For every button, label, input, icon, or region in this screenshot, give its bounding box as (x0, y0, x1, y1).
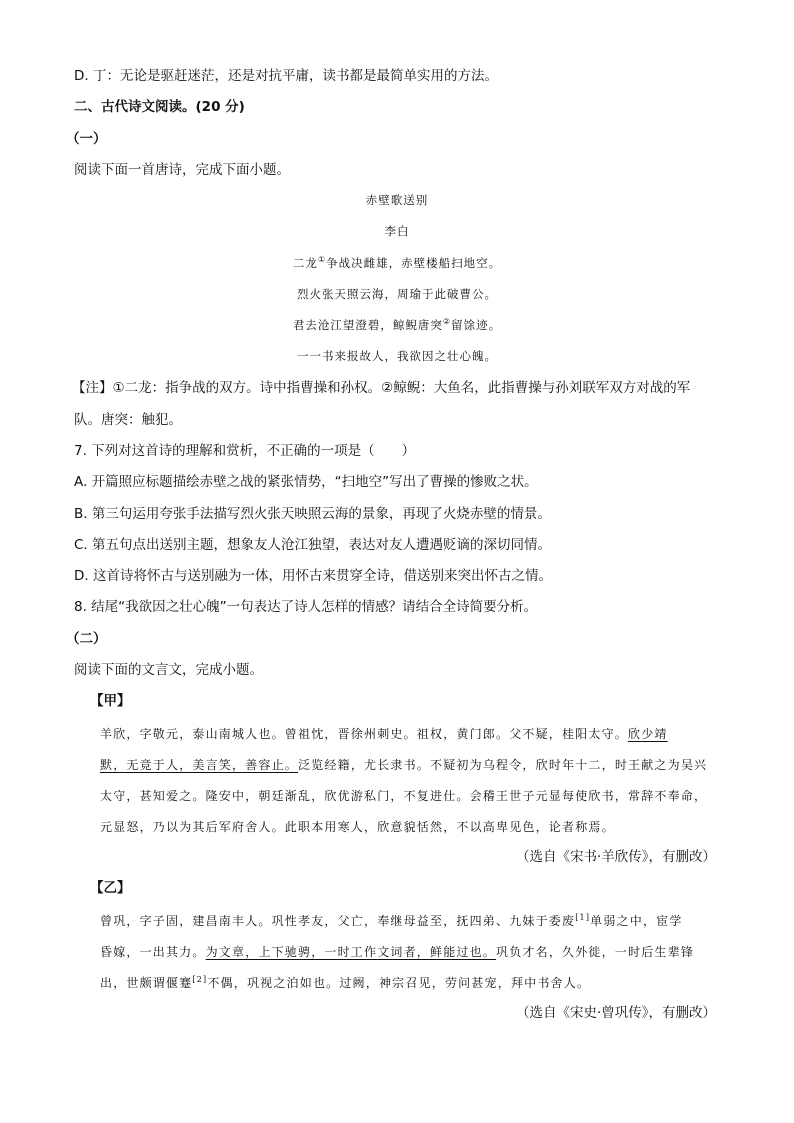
part-1-intro: 阅读下面一首唐诗，完成下面小题。 (74, 162, 290, 178)
passage-jia-label: 【甲】 (90, 693, 131, 709)
poem-title: 赤壁歌送别 (365, 193, 429, 207)
passage-jia-line: 羊欣，字敬元，泰山南城人也。曾祖忱，晋徐州刺史。祖权，黄门郎。父不疑，桂阳太守。欣少靖 (100, 727, 668, 741)
passage-jia-line: 默，无竞于人，美言笑，善容止。泛览经籍，尤长隶书。不疑初为乌程令，欣时年十二，时王献之为吴兴 (100, 758, 708, 772)
question-7-option-b: B. 第三句运用夸张手法描写烈火张天映照云海的景象，再现了火烧赤壁的情景。 (74, 506, 551, 522)
part-2-intro: 阅读下面的文言文，完成小题。 (74, 662, 263, 678)
passage-jia-line: 元显怒，乃以为其后军府舍人。此职本用寒人，欣意貌恬然，不以高卑见色，论者称焉。 (100, 820, 615, 834)
note-line-1: 【注】①二龙：指争战的双方。诗中指曹操和孙权。②鲸鲵：大鱼名，此指曹操与孙刘联军双方对战的军 (72, 380, 691, 396)
note-line-2: 队。唐突：触犯。 (74, 412, 182, 428)
question-6-option-d: D. 丁：无论是驱赶迷茫，还是对抗平庸，读书都是最简单实用的方法。 (74, 68, 498, 84)
poem-line-1: 二龙①争战决雌雄，赤壁楼船扫地空。 (292, 255, 502, 270)
poem-line-3: 君去沧江望澄碧，鲸鲵唐突②留馀迹。 (292, 317, 502, 332)
poem-author: 李白 (384, 224, 410, 238)
passage-yi (100, 906, 720, 999)
part-1-label: （一） (66, 131, 107, 147)
passage-yi-line: 曾巩，字子固，建昌南丰人。巩性孝友，父亡，奉继母益至，抚四弟、九妹于委废[1]单弱之中，宦学 (100, 913, 683, 928)
passage-jia-line: 太守，甚知爱之。隆安中，朝廷渐乱，欣优游私门，不复进仕。会稽王世子元显每使欣书，常辞不奉命， (100, 789, 708, 803)
poem-line-2: 烈火张天照云海，周瑜于此破曹公。 (297, 287, 497, 301)
passage-jia (100, 719, 720, 843)
poem-line-4: 一一书来报故人，我欲因之壮心魄。 (297, 349, 497, 363)
question-8: 8. 结尾“我欲因之壮心魄”一句表达了诗人怎样的情感？请结合全诗简要分析。 (74, 599, 538, 615)
passage-yi-line: 出，世颇谓偃蹇[2]不偶，巩视之泊如也。过阙，神宗召见，劳问甚宠，拜中书舍人。 (100, 975, 591, 990)
question-7-option-d: D. 这首诗将怀古与送别融为一体，用怀古来贯穿全诗，借送别来突出怀古之情。 (74, 568, 552, 584)
question-7-option-c: C. 第五句点出送别主题，想象友人沧江独望，表达对友人遭遇贬谪的深切同情。 (74, 537, 552, 553)
passage-yi-source: （选自《宋史·曾巩传》，有删改） (515, 1005, 716, 1021)
question-7-option-a: A. 开篇照应标题描绘赤壁之战的紧张情势，“扫地空”写出了曹操的惨败之状。 (74, 474, 538, 490)
passage-yi-line: 昏嫁，一出其力。为文章，上下驰骋，一时工作文词者，鲜能过也。巩负才名，久外徙，一时后生辈锋 (100, 945, 695, 959)
passage-jia-source: （选自《宋书·羊欣传》，有删改） (515, 849, 716, 865)
passage-yi-label: 【乙】 (90, 880, 131, 896)
part-2-label: （二） (66, 631, 107, 647)
question-7: 7. 下列对这首诗的理解和赏析，不正确的一项是（ ） (74, 443, 416, 459)
section-2-title: 二、古代诗文阅读。(20 分) (74, 99, 245, 115)
